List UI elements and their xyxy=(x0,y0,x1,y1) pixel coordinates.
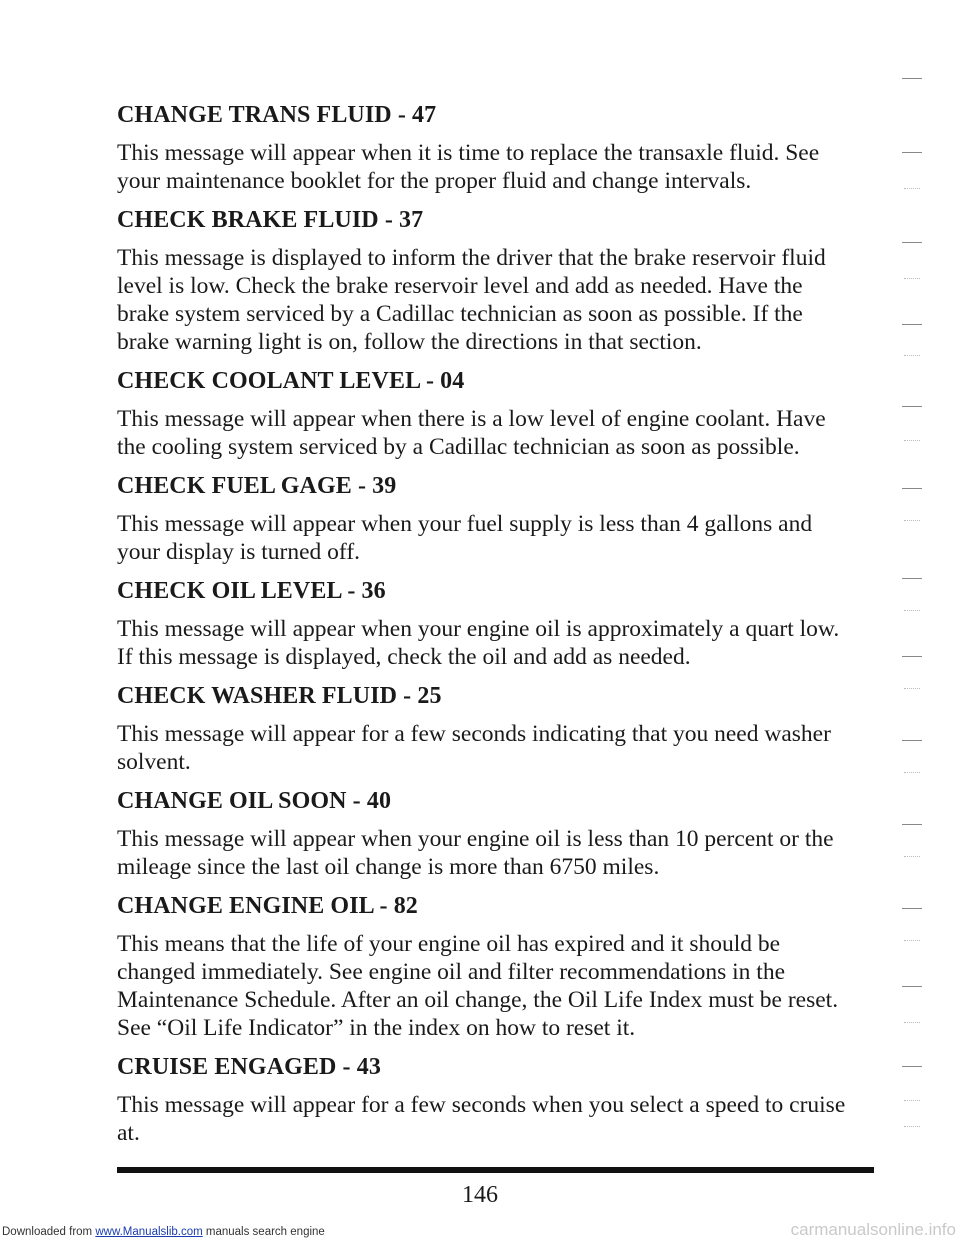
message-section-check-coolant-level xyxy=(117,366,857,461)
scan-edge-dot xyxy=(904,688,920,690)
scan-edge-dot xyxy=(904,772,920,774)
manualslib-link[interactable]: www.Manualslib.com xyxy=(95,1226,203,1238)
message-section-check-fuel-gage xyxy=(117,471,857,566)
page-number: 146 xyxy=(462,1182,498,1208)
section-body: This message will appear for a few seconds indicating that you need washer solvent. xyxy=(117,721,831,775)
section-body: This means that the life of your engine oil has expired and it should be changed immediately. See engine oil and filter recommendations in the Maintenance Schedule. After an oil change, the Oil Life Index must be reset. See “Oil Life Indicator” in the index on how to reset it. xyxy=(117,931,839,1041)
section-body: This message will appear when your engine oil is approximately a quart low. If this message is displayed, check the oil and add as needed. xyxy=(117,616,840,670)
download-source-footer xyxy=(2,1226,325,1238)
message-section-change-trans-fluid xyxy=(117,100,857,195)
section-heading: CHECK FUEL GAGE - 39 xyxy=(117,473,397,499)
section-body: This message will appear when there is a low level of engine coolant. Have the cooling system serviced by a Cadillac technician as soon as possible. xyxy=(117,406,826,460)
section-heading: CHANGE OIL SOON - 40 xyxy=(117,788,392,814)
section-heading: CHECK WASHER FLUID - 25 xyxy=(117,683,442,709)
scan-edge-dot xyxy=(904,520,920,522)
message-section-change-oil-soon xyxy=(117,786,857,881)
section-heading: CHANGE TRANS FLUID - 47 xyxy=(117,102,437,128)
message-section-check-oil-level xyxy=(117,576,857,671)
scan-edge-mark xyxy=(902,78,922,79)
scan-edge-mark xyxy=(902,578,922,579)
section-body: This message is displayed to inform the driver that the brake reservoir fluid level is low. Check the brake reservoir level and add as needed. Have the brake system serviced by a Cadillac technician as soon as possible. If the brake warning light is on, follow the directions in that section. xyxy=(117,245,826,355)
scan-edge-dot xyxy=(904,355,920,357)
footer-prefix: Downloaded from xyxy=(2,1226,96,1238)
scan-edge-mark xyxy=(902,986,922,987)
scan-edge-dot xyxy=(904,1022,920,1024)
footer-rule xyxy=(117,1167,874,1173)
message-section-change-engine-oil xyxy=(117,891,857,1042)
section-body: This message will appear when your engine oil is less than 10 percent or the mileage since the last oil change is more than 6750 miles. xyxy=(117,826,834,880)
message-section-cruise-engaged xyxy=(117,1052,857,1147)
watermark-text: carmanualsonline.info xyxy=(790,1220,956,1239)
scan-edge-dot xyxy=(904,856,920,858)
footer-suffix: manuals search engine xyxy=(202,1226,325,1238)
section-body: This message will appear when it is time to replace the transaxle fluid. See your maintenance booklet for the proper fluid and change intervals. xyxy=(117,140,820,194)
scan-edge-dot xyxy=(904,278,920,280)
scan-edge-dot xyxy=(904,188,920,190)
scan-edge-mark xyxy=(902,740,922,741)
scan-edge-dot xyxy=(904,1100,920,1102)
scan-edge-mark xyxy=(902,908,922,909)
scan-edge-dot xyxy=(904,1126,920,1128)
scan-edge-dot xyxy=(904,940,920,942)
scan-edge-dot xyxy=(904,610,920,612)
scan-edge-mark xyxy=(902,1066,922,1067)
scan-edge-mark xyxy=(902,656,922,657)
scan-edge-mark xyxy=(902,242,922,243)
scan-edge-mark xyxy=(902,824,922,825)
scan-edge-mark xyxy=(902,324,922,325)
message-section-check-washer-fluid xyxy=(117,681,857,776)
scan-edge-mark xyxy=(902,488,922,489)
section-heading: CHANGE ENGINE OIL - 82 xyxy=(117,893,418,919)
scan-edge-mark xyxy=(902,406,922,407)
section-heading: CHECK BRAKE FLUID - 37 xyxy=(117,207,424,233)
section-body: This message will appear for a few seconds when you select a speed to cruise at. xyxy=(117,1092,846,1146)
section-heading: CHECK COOLANT LEVEL - 04 xyxy=(117,368,465,394)
section-heading: CHECK OIL LEVEL - 36 xyxy=(117,578,386,604)
message-section-check-brake-fluid xyxy=(117,205,857,356)
scan-edge-mark xyxy=(902,152,922,153)
section-heading: CRUISE ENGAGED - 43 xyxy=(117,1054,381,1080)
scan-edge-dot xyxy=(904,440,920,442)
section-body: This message will appear when your fuel supply is less than 4 gallons and your display is turned off. xyxy=(117,511,813,565)
manual-page-content xyxy=(117,100,857,1157)
